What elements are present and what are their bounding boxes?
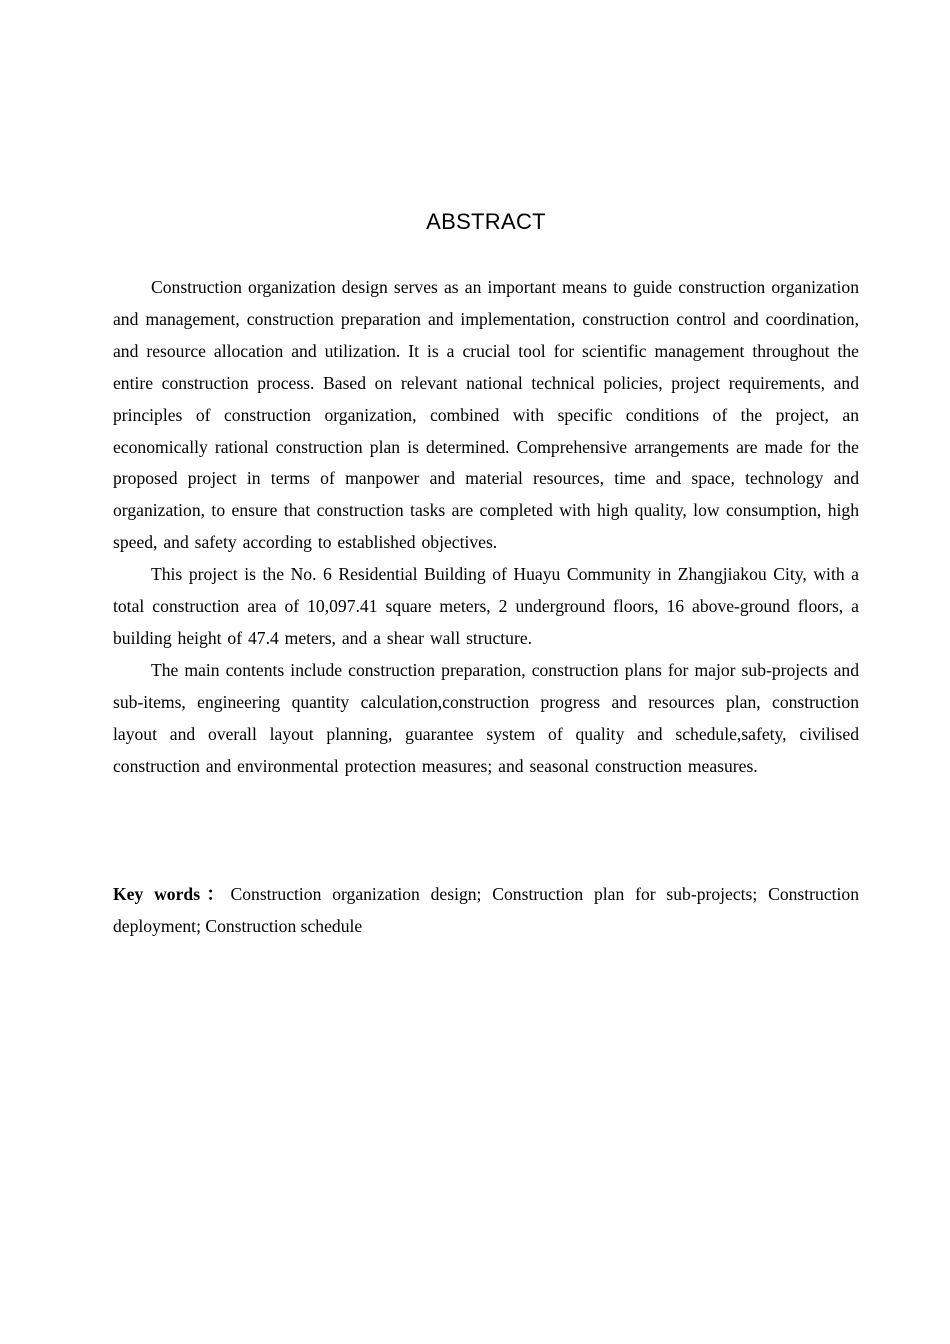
keywords-section: [113, 878, 859, 942]
keywords-label: Key words：: [113, 884, 231, 904]
abstract-paragraph-2: This project is the No. 6 Residential Building of Huayu Community in Zhangjiakou City, with a total construction area of 10,097.41 square meters, 2 underground floors, 16 above-ground floors, a building height of 47.4 meters, and a shear wall structure.: [113, 564, 859, 648]
abstract-paragraph-1: Construction organization design serves as an important means to guide construction organization and management, construction preparation and implementation, construction control and coordination, and resource allocation and utilization. It is a crucial tool for scientific management throughout the entire construction process. Based on relevant national technical policies, project requirements, and principles of construction organization, combined with specific conditions of the project, an economically rational construction plan is determined. Comprehensive arrangements are made for the proposed project in terms of manpower and material resources, time and space, technology and organization, to ensure that construction tasks are completed with high quality, low consumption, high speed, and safety according to established objectives.: [113, 277, 859, 553]
abstract-heading: ABSTRACT: [426, 209, 546, 234]
keywords-text: Construction organization design; Construction plan for sub-projects; Construction deployment; Construction schedule: [113, 884, 860, 936]
abstract-paragraph-3: The main contents include construction preparation, construction plans for major sub-projects and sub-items, engineering quantity calculation,construction progress and resources plan, construction layout and overall layout planning, guarantee system of quality and schedule,safety, civilised construction and environmental protection measures; and seasonal construction measures.: [113, 659, 859, 776]
abstract-body: [113, 272, 859, 783]
